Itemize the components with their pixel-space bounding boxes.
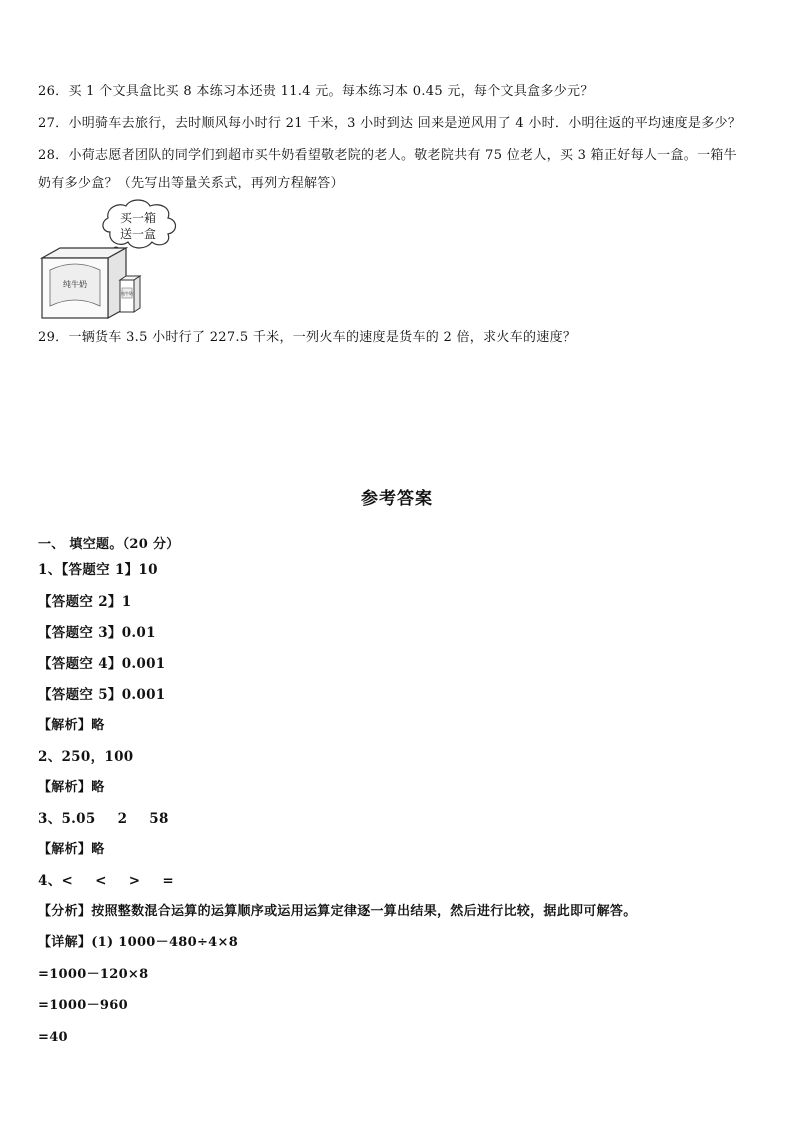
answer-1-blank-2: 【答题空 2】1 <box>38 594 132 610</box>
answer-4-step-3: =40 <box>38 1030 68 1045</box>
answer-1-analysis: 【解析】略 <box>38 718 105 733</box>
bubble-text-line-1: 买一箱 <box>119 211 157 225</box>
question-26: 26．买 1 个文具盒比买 8 本练习本还贵 11.4 元。每本练习本 0.45 元，每个文具盒多少元？ <box>38 84 594 99</box>
question-28-line-1: 28．小荷志愿者团队的同学们到超市买牛奶看望敬老院的老人。敬老院共有 75 位老人，买 3 箱正好每人一盒。一箱牛 <box>38 148 737 163</box>
answer-4-fenxi: 【分析】按照整数混合运算的运算顺序或运用运算定律逐一算出结果，然后进行比较，据此即可解答。 <box>38 904 637 919</box>
answer-4-value-3: > <box>128 873 141 889</box>
answer-4-xiangjie: 【详解】(1) 1000－480÷4×8 <box>38 935 239 950</box>
answer-4-value-4: = <box>162 873 174 889</box>
answer-4 <box>38 873 174 889</box>
question-29: 29．一辆货车 3.5 小时行了 227.5 千米，一列火车的速度是货车的 2 倍，求火车的速度？ <box>38 330 577 345</box>
answer-3-value-1: 3、5.05 <box>38 811 96 827</box>
answers-title: 参考答案 <box>361 489 433 509</box>
answer-3 <box>38 811 169 827</box>
answer-3-value-3: 58 <box>149 811 169 827</box>
question-28-line-2: 奶有多少盒？（先写出等量关系式，再列方程解答） <box>38 176 344 191</box>
answer-1-blank-5: 【答题空 5】0.001 <box>38 687 166 703</box>
question-27: 27．小明骑车去旅行，去时顺风每小时行 21 千米，3 小时到达 回来是逆风用了 4 小时．小明往返的平均速度是多少？ <box>38 116 742 131</box>
answer-2-analysis: 【解析】略 <box>38 780 105 795</box>
milk-carton-label: 纯牛奶 <box>121 291 133 296</box>
answer-4-value-2: < <box>95 873 107 889</box>
answer-4-step-2: =1000－960 <box>38 998 128 1013</box>
milk-case-label: 纯牛奶 <box>63 280 87 289</box>
answer-3-analysis: 【解析】略 <box>38 842 105 857</box>
answer-1-blank-3: 【答题空 3】0.01 <box>38 625 156 641</box>
section-1-heading: 一、 填空题。（20 分） <box>38 537 180 552</box>
milk-carton <box>120 276 140 312</box>
answer-1-blank-1: 1、【答题空 1】10 <box>38 562 158 578</box>
answer-1-blank-4: 【答题空 4】0.001 <box>38 656 166 672</box>
milk-case <box>42 248 126 318</box>
answer-2: 2、250，100 <box>38 749 134 765</box>
bubble-text-line-2: 送一盒 <box>119 227 157 241</box>
answer-4-value-1: 4、< <box>38 873 74 889</box>
answer-4-step-1: =1000－120×8 <box>38 967 149 982</box>
milk-box-illustration <box>38 196 198 320</box>
answer-3-value-2: 2 <box>117 811 128 827</box>
